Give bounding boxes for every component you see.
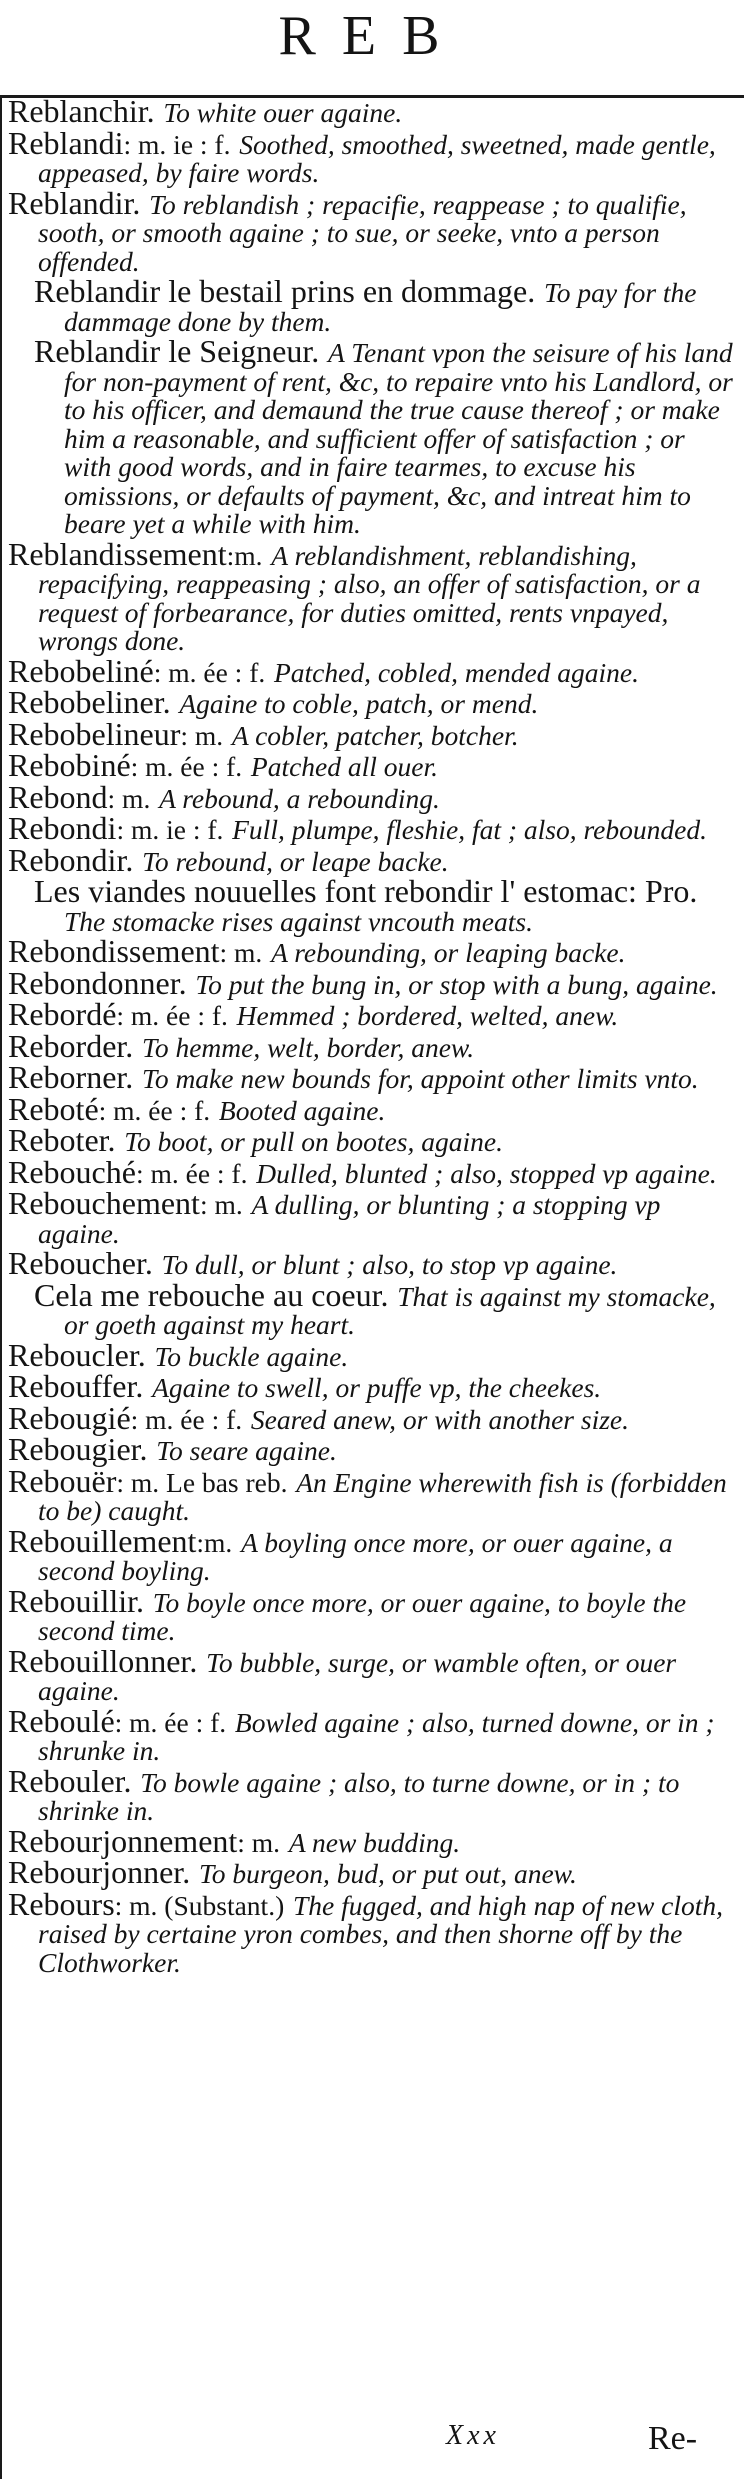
headword: Rebouffer. [8, 1368, 144, 1404]
definition: A dulling, or blunting ; a stopping vp againe. [38, 1189, 661, 1249]
headword: Reboucler. [8, 1336, 146, 1373]
definition: The fugged, and high nap of new cloth, raised by certaine yron combes, and then shorne off by the Clothworker. [38, 1889, 724, 1978]
definition: Patched all ouer. [250, 751, 439, 782]
dictionary-entry [8, 1582, 736, 1646]
headword: Rebougier. [8, 1431, 148, 1467]
headword: Reborder. [8, 1027, 134, 1064]
grammar-label: :m. [226, 539, 263, 571]
definition: A boyling once more, or ouer againe, a second boyling. [38, 1526, 673, 1586]
definition: To hemme, welt, border, anew. [142, 1031, 475, 1063]
headword: Les viandes nouuelles font rebondir l' estomac: Pro. [34, 873, 698, 909]
definition: To bubble, surge, or wamble often, or ouer againe. [38, 1646, 677, 1706]
headword: Reboulé [8, 1702, 115, 1739]
grammar-label: : m. Le bas reb. [116, 1466, 288, 1498]
dictionary-entry [8, 1431, 736, 1467]
headword: Rebond [8, 778, 108, 815]
headword: Reblandir le bestail prins en dommage. [34, 273, 536, 309]
grammar-label: : m. ie : f. [123, 128, 231, 160]
dictionary-column [8, 98, 736, 2388]
definition: A Tenant vpon the seisure of his land for non-payment of rent, &c, to repaire vnto his Landlord, or to his officer, and demaund the true cause thereof ; or make him a reasonable, and sufficient offer of satisfaction ; or with good words, and in faire tearmes, to excuse his omissions, or defaults of payment, &c, and intreat him to beare yet a while with him. [64, 337, 733, 539]
definition: Againe to coble, patch, or mend. [179, 688, 539, 719]
headword: Rebobiné [8, 747, 131, 783]
definition: To bowle againe ; also, to turne downe, or in ; to shrinke in. [38, 1766, 680, 1826]
grammar-label: : m. [219, 937, 263, 968]
headword: Reblandi [8, 124, 124, 161]
headword: Rebouillement [8, 1522, 197, 1559]
headword: Rebours [8, 1885, 115, 1922]
definition: Soothed, smoothed, sweetned, made gentle, appeased, by faire words. [38, 128, 716, 188]
definition: The stomacke rises against vncouth meats. [64, 905, 533, 937]
dictionary-entry [8, 996, 736, 1032]
dictionary-entry [8, 1245, 736, 1281]
definition: To dull, or blunt ; also, to stop vp againe. [161, 1249, 618, 1280]
definition: To white ouer againe. [163, 98, 403, 128]
definition: Againe to swell, or puffe vp, the cheekes. [152, 1372, 602, 1403]
definition: To put the bung in, or stop with a bung, againe. [195, 968, 718, 1000]
grammar-label: : m. [199, 1189, 243, 1220]
dictionary-entry [8, 778, 736, 815]
dictionary-entry [8, 1336, 736, 1373]
headword: Rebondir. [8, 841, 134, 878]
grammar-label: :m. [196, 1526, 233, 1558]
grammar-label: : m. ée : f. [153, 656, 266, 688]
definition: To burgeon, bud, or put out, anew. [198, 1858, 577, 1889]
definition: That is against my stomacke, or goeth against my heart. [64, 1280, 716, 1340]
grammar-label: : m. (Substant.) [114, 1889, 285, 1921]
definition: To buckle againe. [154, 1340, 349, 1372]
definition: A cobler, patcher, botcher. [231, 719, 519, 751]
definition: A rebounding, or leaping backe. [271, 937, 626, 968]
headword: Rebouler. [8, 1762, 132, 1799]
definition: Seared anew, or with another size. [250, 1403, 629, 1435]
dictionary-entry [8, 1522, 736, 1586]
headword: Rebougié [8, 1399, 131, 1436]
dictionary-entry [8, 1642, 736, 1706]
dictionary-entry [8, 1885, 736, 1978]
dictionary-entry [8, 964, 736, 1001]
dictionary-entry [8, 1185, 736, 1249]
headword: Rebouillir. [8, 1582, 144, 1619]
headword: Rebouillonner. [8, 1642, 198, 1679]
dictionary-entry [8, 98, 736, 128]
dictionary-entry [8, 1854, 736, 1890]
definition: Full, plumpe, fleshie, fat ; also, rebounded. [232, 814, 707, 845]
headword: Rebourjonner. [8, 1854, 191, 1890]
dictionary-entry [8, 1822, 736, 1859]
grammar-label: : m. [180, 719, 224, 751]
sub-entry [8, 1276, 736, 1340]
definition: To boot, or pull on bootes, againe. [124, 1126, 503, 1157]
dictionary-entry [8, 1059, 736, 1095]
grammar-label: : m. ée : f. [130, 1403, 243, 1435]
headword: Rebondonner. [8, 964, 187, 1001]
dictionary-entry [8, 1462, 736, 1526]
definition: A reblandishment, reblandishing, repacifying, reappeasing ; also, an offer of satisfaction, or a request of forbearance, for duties omitted, rents vnpayed, wrongs done. [38, 539, 701, 656]
dictionary-entry [8, 1090, 736, 1127]
column-rule [0, 95, 2, 2479]
headword: Rebouché [8, 1153, 136, 1190]
definition: To boyle once more, or ouer againe, to boyle the second time. [38, 1586, 687, 1646]
dictionary-entry [8, 652, 736, 689]
dictionary-entry [8, 684, 736, 720]
page-title: REB [278, 5, 466, 67]
definition: A new budding. [288, 1826, 461, 1858]
definition: To reblandish ; repacifie, reappease ; to qualifie, sooth, or smooth againe ; to sue, or seeke, vnto a person offended. [38, 188, 687, 277]
headword: Rebondi [8, 810, 117, 846]
dictionary-entry [8, 535, 736, 656]
dictionary-entry [8, 841, 736, 878]
headword: Reboté [8, 1090, 99, 1127]
grammar-label: : m. [237, 1826, 281, 1858]
headword: Rebobeliné [8, 652, 154, 689]
dictionary-entry [8, 933, 736, 969]
definition: An Engine wherewith fish is (forbidden to be) caught. [38, 1466, 727, 1526]
headword: Reboucher. [8, 1245, 153, 1281]
dictionary-entry [8, 1027, 736, 1064]
dictionary-entry [8, 1122, 736, 1158]
dictionary-entry [8, 810, 736, 846]
signature-mark: Xxx [446, 2420, 500, 2451]
headword: Reboter. [8, 1122, 116, 1158]
dictionary-entry [8, 715, 736, 752]
grammar-label: : m. [107, 782, 151, 814]
catchword: Re- [648, 2420, 698, 2457]
grammar-label: : m. ée : f. [114, 1706, 227, 1738]
headword: Reblandir le Seigneur. [34, 333, 320, 369]
definition: To seare againe. [156, 1435, 337, 1466]
grammar-label: : m. ée : f. [116, 1000, 228, 1031]
headword: Rebouchement [8, 1185, 200, 1221]
dictionary-entry [8, 124, 736, 188]
headword: Rebobeliner. [8, 684, 171, 720]
headword: Rebouër [8, 1462, 117, 1499]
sub-entry [8, 333, 736, 539]
dictionary-entry [8, 1762, 736, 1826]
dictionary-entry [8, 184, 736, 277]
dictionary-entry [8, 1153, 736, 1190]
headword: Rebobelineur [8, 715, 181, 752]
headword: Rebordé [8, 996, 117, 1032]
grammar-label: : m. ée : f. [135, 1157, 248, 1189]
definition: Dulled, blunted ; also, stopped vp againe. [256, 1157, 717, 1189]
definition: Hemmed ; bordered, welted, anew. [236, 1000, 619, 1031]
headword: Rebondissement [8, 933, 220, 969]
headword: Reborner. [8, 1059, 134, 1095]
dictionary-entry [8, 1368, 736, 1404]
definition: To pay for the dammage done by them. [64, 277, 697, 337]
dictionary-entry [8, 1399, 736, 1436]
grammar-label: : m. ée : f. [130, 751, 243, 782]
grammar-label: : m. ée : f. [98, 1094, 211, 1126]
sub-entry [8, 873, 736, 937]
definition: To make new bounds for, appoint other limits vnto. [142, 1063, 699, 1094]
headword: Reblandissement [8, 535, 227, 572]
definition: Patched, cobled, mended againe. [273, 656, 640, 688]
headword: Reblanchir. [8, 98, 155, 129]
headword: Reblandir. [8, 184, 141, 221]
headword: Cela me rebouche au coeur. [34, 1276, 389, 1313]
headword: Rebourjonnement [8, 1822, 238, 1859]
sub-entry [8, 273, 736, 337]
definition: Bowled againe ; also, turned downe, or in ; shrunke in. [38, 1706, 715, 1766]
dictionary-entry [8, 747, 736, 783]
dictionary-entry [8, 1702, 736, 1766]
definition: To rebound, or leape backe. [142, 845, 449, 877]
definition: Booted againe. [218, 1094, 386, 1126]
grammar-label: : m. ie : f. [116, 814, 224, 845]
definition: A rebound, a rebounding. [159, 782, 440, 814]
